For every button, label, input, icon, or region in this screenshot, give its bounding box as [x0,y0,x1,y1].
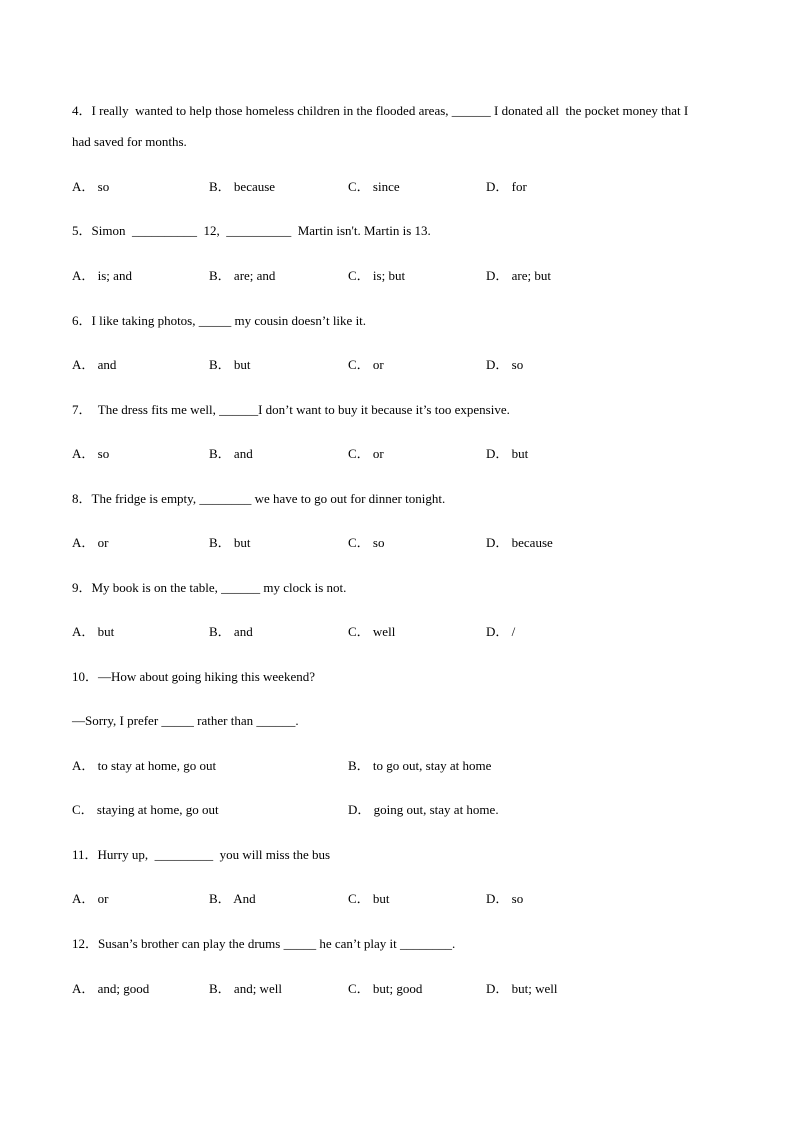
question-9-option-c: C． well [348,624,396,639]
question-7-stem: 7． The dress fits me well, ______I don’t want to buy it because it’s too expensive. [72,402,510,417]
question-8-stem: 8．The fridge is empty, ________ we have to go out for dinner tonight. [72,491,446,506]
question-4-option-d: D． for [486,179,527,194]
question-8-option-b: B． but [209,535,251,550]
question-4-option-c: C． since [348,179,400,194]
question-10-option-a: A． to stay at home, go out [72,758,217,773]
question-7-option-a: A． so [72,446,110,461]
question-10-option-c: C． staying at home, go out [72,802,219,817]
question-7-option-b: B． and [209,446,253,461]
question-12-option-c: C． but; good [348,981,423,996]
question-8-option-c: C． so [348,535,385,550]
question-4-option-b: B． because [209,179,276,194]
question-10-option-d: D． going out, stay at home. [348,802,499,817]
question-5-stem: 5．Simon __________ 12, __________ Martin isn't. Martin is 13. [72,223,431,238]
question-9-stem: 9．My book is on the table, ______ my clock is not. [72,580,347,595]
question-9-option-a: A． but [72,624,115,639]
question-11-option-c: C． but [348,891,390,906]
question-6-stem: 6．I like taking photos, _____ my cousin doesn’t like it. [72,313,367,328]
question-5-option-b: B． are; and [209,268,276,283]
question-8-option-a: A． or [72,535,109,550]
question-4-stem-line1: 4．I really wanted to help those homeless children in the flooded areas, ______ I donated all the pocket money that I [72,103,689,118]
question-9-option-d: D． / [486,624,516,639]
question-9-option-b: B． and [209,624,253,639]
question-7-option-d: D． but [486,446,529,461]
question-6-option-d: D． so [486,357,524,372]
question-10-stem-line2: —Sorry, I prefer _____ rather than ______. [72,713,299,728]
question-6-option-b: B． but [209,357,251,372]
question-11-option-b: B． And [209,891,256,906]
question-11-option-a: A． or [72,891,109,906]
question-10-option-b: B． to go out, stay at home [348,758,492,773]
question-5-option-d: D． are; but [486,268,551,283]
question-12-option-a: A． and; good [72,981,150,996]
question-11-stem: 11．Hurry up, _________ you will miss the bus [72,847,331,862]
question-10-stem-line1: 10．—How about going hiking this weekend? [72,669,315,684]
question-7-option-c: C． or [348,446,384,461]
question-12-stem: 12．Susan’s brother can play the drums _____ he can’t play it ________. [72,936,456,951]
question-8-option-d: D． because [486,535,553,550]
question-5-option-c: C． is; but [348,268,406,283]
question-6-option-a: A． and [72,357,117,372]
question-5-option-a: A． is; and [72,268,132,283]
question-11-option-d: D． so [486,891,524,906]
question-12-option-b: B． and; well [209,981,282,996]
question-4-stem-line2: had saved for months. [72,134,187,149]
question-12-option-d: D． but; well [486,981,558,996]
question-6-option-c: C． or [348,357,384,372]
question-4-option-a: A． so [72,179,110,194]
